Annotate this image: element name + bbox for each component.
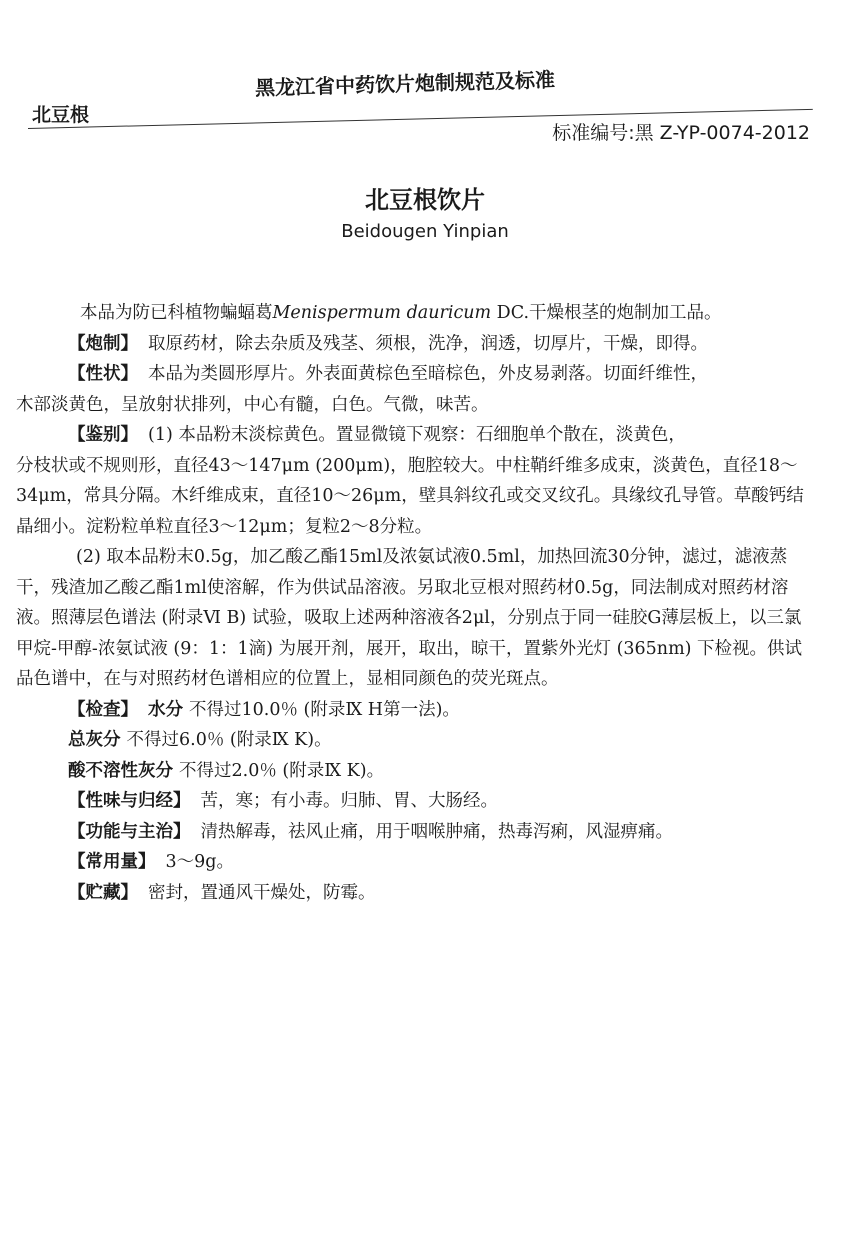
section-xingzhuang-cont: 木部淡黄色，呈放射状排列，中心有髓，白色。气微，味苦。 xyxy=(16,394,489,415)
section-label: 【性状】 xyxy=(68,364,138,384)
jiancha-huifen: 总灰分 不得过6.0％ (附录Ⅸ K)。 xyxy=(68,730,332,750)
section-jianbie: 【鉴别】 (1) 本品粉末淡棕黄色。置显微镜下观察：石细胞单个散在，淡黄色， xyxy=(68,425,686,445)
section-label: 【功能与主治】 xyxy=(68,821,191,842)
section-label: 【性味与归经】 xyxy=(68,791,191,811)
section-yongliang: 【常用量】 3～9g。 xyxy=(68,852,234,872)
section-label: 【贮藏】 xyxy=(68,882,138,903)
intro-paragraph: 本品为防已科植物蝙蝠葛Menispermum dauricum DC.干燥根茎的炮制加工品。 xyxy=(80,303,722,323)
running-header-title: 黑龙江省中药饮片炮制规范及标准 xyxy=(254,67,556,100)
section-jianbie-p1: 分枝状或不规则形，直径43～147μm (200μm)，胞腔较大。中柱鞘纤维多成束，淡黄色，直径18～34μm，常具分隔。木纤维成束，直径10～26μm，壁具斜纹孔或交叉纹孔。具缘纹孔导管。草酸钙结晶细小。淀粉粒单粒直径3～12μm；复粒2～8分粒。 xyxy=(16,455,804,537)
section-label: 【常用量】 xyxy=(68,852,156,872)
jiancha-suan: 酸不溶性灰分 不得过2.0％ (附录Ⅸ K)。 xyxy=(68,760,385,781)
section-zhucang: 【贮藏】 密封，置通风干燥处，防霉。 xyxy=(68,882,376,903)
section-jianbie-p2: (2) 取本品粉末0.5g，加乙酸乙酯15ml及浓氨试液0.5ml，加热回流30分钟，滤过，滤液蒸干，残渣加乙酸乙酯1ml使溶解，作为供试品溶液。另取北豆根对照药材0.5g，同法制成对照药材溶液。照薄层色谱法 (附录Ⅵ B) 试验，吸取上述两种溶液各2μl，分别点于同一硅胶G薄层板上，以三氯甲烷-甲醇-浓氨试液 (9：1：1滴) 为展开剂，展开，取出，晾干，置紫外光灯 (365nm) 下检视。供试品色谱中，在与对照药材色谱相应的位置上，显相同颜色的荧光斑点。 xyxy=(16,547,803,689)
section-label: 【鉴别】 xyxy=(68,425,138,445)
section-label: 【检查】 xyxy=(68,699,138,720)
page-title: 北豆根饮片 xyxy=(365,186,485,214)
section-paozhi: 【炮制】 取原药材，除去杂质及残茎、须根，洗净，润透，切厚片，干燥，即得。 xyxy=(68,333,708,354)
running-header-left: 北豆根 xyxy=(32,104,90,126)
section-jiancha: 【检查】 水分 不得过10.0％ (附录Ⅸ H第一法)。 xyxy=(68,699,460,720)
section-gongneng: 【功能与主治】 清热解毒，祛风止痛，用于咽喉肿痛，热毒泻痢，风湿痹痛。 xyxy=(68,821,673,842)
section-label: 【炮制】 xyxy=(68,333,138,354)
section-xingzhuang: 【性状】 本品为类圆形厚片。外表面黄棕色至暗棕色，外皮易剥落。切面纤维性， xyxy=(68,364,708,384)
standard-number: 标准编号:黑 Z-YP-0074-2012 xyxy=(552,122,810,144)
section-xingwei: 【性味与归经】 苦，寒；有小毒。归肺、胃、大肠经。 xyxy=(68,791,498,811)
page-title-pinyin: Beidougen Yinpian xyxy=(341,221,509,242)
document-body xyxy=(16,298,818,908)
